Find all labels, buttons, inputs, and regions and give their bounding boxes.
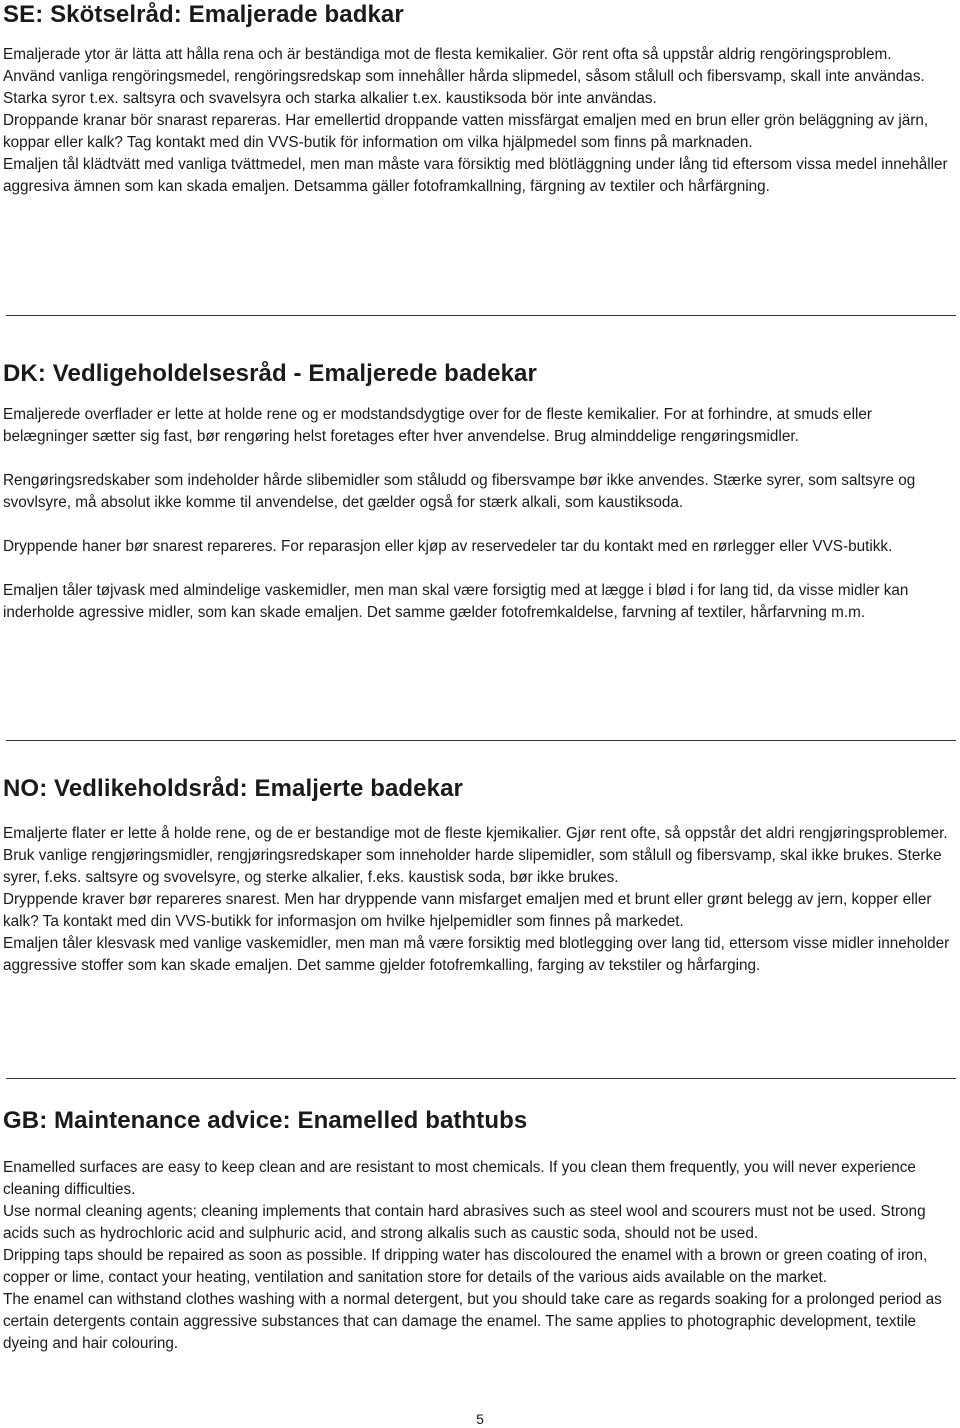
paragraph-gb-3: Dripping taps should be repaired as soon as possible. If dripping water has discoloured the enamel with a brown or green coating of iron, copper or lime, contact your heating, ventilation and sanitation store for details of the various aids available on the market. [3,1247,928,1286]
paragraph-dk-3: Dryppende haner bør snarest repareres. For reparasjon eller kjøp av reservedeler tar du kontakt med en rørlegger eller VVS-butikk. [3,538,893,555]
section-heading-no: NO: Vedlikeholdsråd: Emaljerte badekar [3,775,463,802]
paragraph-no-2: Bruk vanlige rengjøringsmidler, rengjøringsredskaper som inneholder harde slipemidler, som stålull og fibersvamp, skal ikke brukes. Sterke syrer, f.eks. saltsyre og svovelsyre, og sterke alkalier, f.eks. kaustisk soda, bør ikke brukes. [3,847,942,886]
section-gb [3,1107,957,1355]
paragraph-no-4: Emaljen tåler klesvask med vanlige vaskemidler, men man må være forsiktig med blotlegging over lang tid, ettersom visse midler inneholder aggressive stoffer som kan skade emaljen. Det samme gjelder fotofremkalling, farging av tekstiler og hårfarging. [3,935,950,974]
paragraph-gb-1: Enamelled surfaces are easy to keep clean and are resistant to most chemicals. If you clean them frequently, you will never experience cleaning difficulties. [3,1159,916,1198]
section-dk [3,360,957,624]
section-heading-dk: DK: Vedligeholdelsesråd - Emaljerede badekar [3,360,537,387]
paragraph-no-3: Dryppende kraver bør repareres snarest. Men har dryppende vann misfarget emaljen med et brunt eller grønt belegg av jern, kopper eller kalk? Ta kontakt med din VVS-butikk for informasjon om hvilke hjelpemidler som finnes på markedet. [3,891,932,930]
paragraph-se-2: Använd vanliga rengöringsmedel, rengöringsredskap som innehåller hårda slipmedel, såsom stålull och fibersvamp, skall inte användas. Starka syror t.ex. saltsyra och svavelsyra och starka alkalier t.ex. kaustiksoda bör inte användas. [3,68,925,107]
section-heading-se: SE: Skötselråd: Emaljerade badkar [3,1,404,28]
paragraph-dk-1: Emaljerede overflader er lette at holde rene og er modstandsdygtige over for de fleste kemikalier. For at forhindre, at smuds eller belægninger sætter sig fast, bør rengøring helst foretages efter hver anvendelse. Brug alminddelige rengøringsmidler. [3,406,872,445]
section-divider [6,315,956,316]
paragraph-se-4: Emaljen tål klädtvätt med vanliga tvättmedel, men man måste vara försiktig med blötläggning under lång tid eftersom vissa medel innehåller aggresiva ämnen som kan skada emaljen. Detsamma gäller fotoframkallning, färgning av textiler och hårfärgning. [3,156,948,195]
paragraph-dk-4: Emaljen tåler tøjvask med almindelige vaskemidler, men man skal være forsigtig med at lægge i blød i for lang tid, da visse midler kan inderholde agressive midler, som kan skade emaljen. Det samme gælder fotofremkaldelse, farvning af textiler, hårfarvning m.m. [3,582,909,621]
section-divider [6,740,956,741]
paragraph-no-1: Emaljerte flater er lette å holde rene, og de er bestandige mot de fleste kjemikalier. Gjør rent ofte, så oppstår det aldri rengjøringsproblemer. [3,825,948,842]
paragraph-gb-2: Use normal cleaning agents; cleaning implements that contain hard abrasives such as steel wool and scourers must not be used. Strong acids such as hydrochloric acid and sulphuric acid, and strong alkalis such as caustic soda, should not be used. [3,1203,926,1242]
paragraph-gb-4: The enamel can withstand clothes washing with a normal detergent, but you should take care as regards soaking for a prolonged period as certain detergents contain aggressive substances that can damage the enamel. The same applies to photographic development, textile dyeing and hair colouring. [3,1291,942,1352]
section-se [3,0,957,198]
section-heading-gb: GB: Maintenance advice: Enamelled bathtubs [3,1107,528,1134]
paragraph-se-3: Droppande kranar bör snarast repareras. Har emellertid droppande vatten missfärgat emaljen med en brun eller grön beläggning av järn, koppar eller kalk? Tag kontakt med din VVS-butik för information om vilka hjälpmedel som finns på marknaden. [3,112,929,151]
section-divider [6,1078,956,1079]
page-number: 5 [476,1411,484,1427]
paragraph-dk-2: Rengøringsredskaber som indeholder hårde slibemidler som ståludd og fibersvampe bør ikke anvendes. Stærke syrer, som saltsyre og svovlsyre, må absolut ikke komme til anvendelse, det gælder også for stærk alkali, som kaustiksoda. [3,472,916,511]
paragraph-se-1: Emaljerade ytor är lätta att hålla rena och är beständiga mot de flesta kemikalier. Gör rent ofta så uppstår aldrig rengöringsproblem. [3,46,892,63]
section-no [3,775,957,977]
